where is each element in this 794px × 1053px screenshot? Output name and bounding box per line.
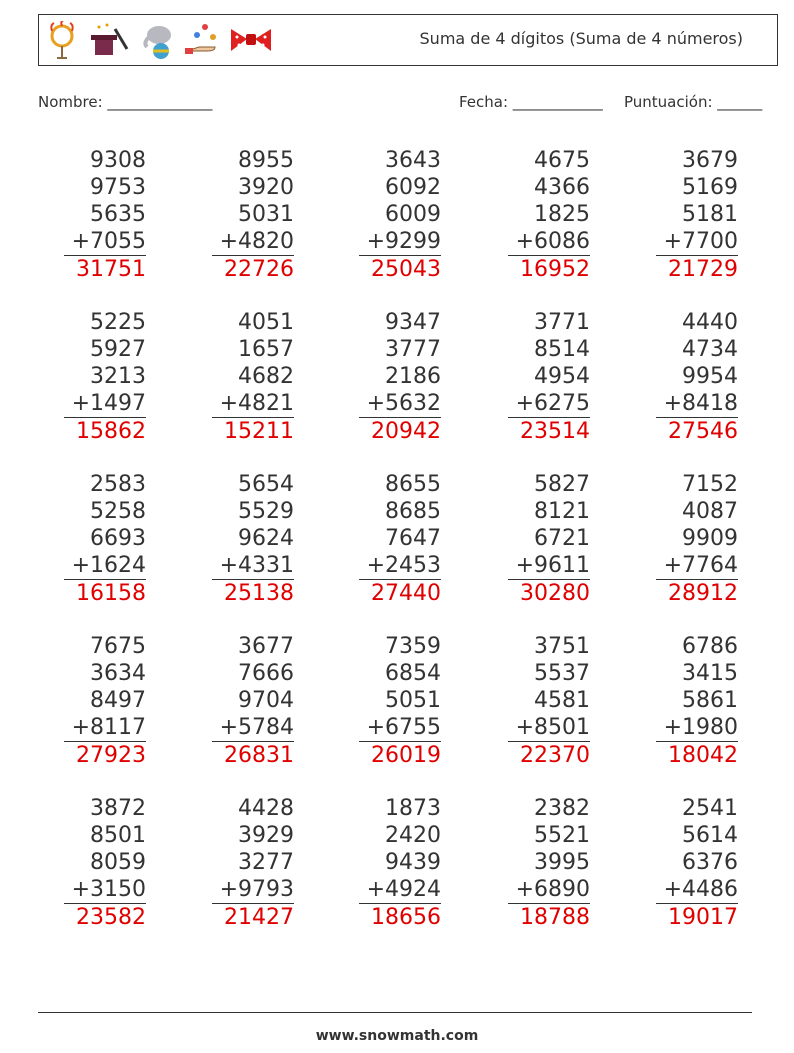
addition-problem xyxy=(480,471,590,607)
addition-problem xyxy=(36,471,146,607)
addition-problem xyxy=(184,471,294,607)
worksheet-title: Suma de 4 dígitos (Suma de 4 números) xyxy=(419,29,743,48)
addition-problem xyxy=(480,147,590,283)
addend: 3277 xyxy=(238,850,294,875)
date-field[interactable]: Fecha: ____________ xyxy=(459,93,603,111)
addend: 5614 xyxy=(682,823,738,848)
addend: 6693 xyxy=(90,526,146,551)
addition-problem xyxy=(36,633,146,769)
addend: 6376 xyxy=(682,850,738,875)
last-addend: +7700 xyxy=(656,228,738,256)
addend: 9753 xyxy=(90,175,146,200)
addend: 3995 xyxy=(534,850,590,875)
addend: 1657 xyxy=(238,337,294,362)
name-field[interactable]: Nombre: ______________ xyxy=(38,93,213,111)
addend: 4734 xyxy=(682,337,738,362)
addend: 3677 xyxy=(238,634,294,659)
sum-answer: 27923 xyxy=(76,743,146,768)
addend: 5169 xyxy=(682,175,738,200)
addend: 8655 xyxy=(385,472,441,497)
addend: 6854 xyxy=(385,661,441,686)
addend: 4366 xyxy=(534,175,590,200)
sum-answer: 20942 xyxy=(371,419,441,444)
addend: 3872 xyxy=(90,796,146,821)
footer-url: www.snowmath.com xyxy=(315,1028,479,1044)
sum-answer: 27546 xyxy=(668,419,738,444)
addend: 7675 xyxy=(90,634,146,659)
last-addend: +4821 xyxy=(212,390,294,418)
addend: 8514 xyxy=(534,337,590,362)
addend: 3213 xyxy=(90,364,146,389)
magic-hat-icon xyxy=(89,21,131,61)
addend: 9308 xyxy=(90,148,146,173)
addend: 3777 xyxy=(385,337,441,362)
addend: 6009 xyxy=(385,202,441,227)
addend: 6786 xyxy=(682,634,738,659)
addend: 7666 xyxy=(238,661,294,686)
sum-answer: 21729 xyxy=(668,257,738,282)
addend: 5635 xyxy=(90,202,146,227)
addend: 4428 xyxy=(238,796,294,821)
sum-answer: 23582 xyxy=(76,905,146,930)
last-addend: +6275 xyxy=(508,390,590,418)
addend: 5654 xyxy=(238,472,294,497)
last-addend: +4820 xyxy=(212,228,294,256)
sum-answer: 22370 xyxy=(520,743,590,768)
addend: 2541 xyxy=(682,796,738,821)
addend: 3920 xyxy=(238,175,294,200)
addition-problem xyxy=(36,147,146,283)
addition-problem xyxy=(628,795,738,931)
sum-answer: 26831 xyxy=(224,743,294,768)
addition-problem xyxy=(480,795,590,931)
addend: 4051 xyxy=(238,310,294,335)
last-addend: +9299 xyxy=(359,228,441,256)
addend: 5521 xyxy=(534,823,590,848)
addend: 5031 xyxy=(238,202,294,227)
sum-answer: 21427 xyxy=(224,905,294,930)
addition-problem xyxy=(36,309,146,445)
addend: 4675 xyxy=(534,148,590,173)
sum-answer: 16158 xyxy=(76,581,146,606)
addend: 3751 xyxy=(534,634,590,659)
worksheet-header xyxy=(38,14,778,66)
addition-problem xyxy=(628,147,738,283)
addend: 3771 xyxy=(534,310,590,335)
sum-answer: 31751 xyxy=(76,257,146,282)
addend: 1873 xyxy=(385,796,441,821)
last-addend: +1980 xyxy=(656,714,738,742)
sum-answer: 27440 xyxy=(371,581,441,606)
sum-answer: 18656 xyxy=(371,905,441,930)
addition-problem xyxy=(184,795,294,931)
addend: 1825 xyxy=(534,202,590,227)
last-addend: +8418 xyxy=(656,390,738,418)
addend: 9439 xyxy=(385,850,441,875)
addend: 6721 xyxy=(534,526,590,551)
circus-elephant-icon xyxy=(139,21,179,61)
addend: 5861 xyxy=(682,688,738,713)
last-addend: +8117 xyxy=(64,714,146,742)
addend: 3679 xyxy=(682,148,738,173)
addend: 5927 xyxy=(90,337,146,362)
addend: 9909 xyxy=(682,526,738,551)
last-addend: +7764 xyxy=(656,552,738,580)
addend: 2583 xyxy=(90,472,146,497)
addend: 5181 xyxy=(682,202,738,227)
last-addend: +9611 xyxy=(508,552,590,580)
addition-problem xyxy=(480,633,590,769)
footer-divider xyxy=(38,1012,752,1013)
last-addend: +7055 xyxy=(64,228,146,256)
addend: 3634 xyxy=(90,661,146,686)
addend: 3643 xyxy=(385,148,441,173)
last-addend: +5632 xyxy=(359,390,441,418)
addend: 4954 xyxy=(534,364,590,389)
addend: 4087 xyxy=(682,499,738,524)
addend: 8501 xyxy=(90,823,146,848)
sum-answer: 15211 xyxy=(224,419,294,444)
addend: 9704 xyxy=(238,688,294,713)
addition-problem xyxy=(184,309,294,445)
last-addend: +3150 xyxy=(64,876,146,904)
score-field[interactable]: Puntuación: ______ xyxy=(624,93,763,111)
sum-answer: 23514 xyxy=(520,419,590,444)
addend: 5225 xyxy=(90,310,146,335)
addend: 5827 xyxy=(534,472,590,497)
juggling-hand-icon xyxy=(185,21,221,61)
addition-problem xyxy=(628,309,738,445)
addend: 8685 xyxy=(385,499,441,524)
last-addend: +9793 xyxy=(212,876,294,904)
addend: 2420 xyxy=(385,823,441,848)
addend: 5529 xyxy=(238,499,294,524)
last-addend: +4924 xyxy=(359,876,441,904)
last-addend: +6086 xyxy=(508,228,590,256)
addend: 9954 xyxy=(682,364,738,389)
addend: 3415 xyxy=(682,661,738,686)
addend: 6092 xyxy=(385,175,441,200)
sum-answer: 19017 xyxy=(668,905,738,930)
addend: 8059 xyxy=(90,850,146,875)
addition-problem xyxy=(628,633,738,769)
sum-answer: 22726 xyxy=(224,257,294,282)
sum-answer: 28912 xyxy=(668,581,738,606)
addend: 7359 xyxy=(385,634,441,659)
last-addend: +2453 xyxy=(359,552,441,580)
last-addend: +4331 xyxy=(212,552,294,580)
last-addend: +5784 xyxy=(212,714,294,742)
addend: 4682 xyxy=(238,364,294,389)
last-addend: +1624 xyxy=(64,552,146,580)
sum-answer: 18042 xyxy=(668,743,738,768)
addition-problem xyxy=(331,147,441,283)
addend: 8955 xyxy=(238,148,294,173)
addition-problem xyxy=(480,309,590,445)
addend: 9624 xyxy=(238,526,294,551)
addend: 5051 xyxy=(385,688,441,713)
sum-answer: 16952 xyxy=(520,257,590,282)
addition-problem xyxy=(628,471,738,607)
sum-answer: 15862 xyxy=(76,419,146,444)
addend: 2186 xyxy=(385,364,441,389)
addition-problem xyxy=(331,795,441,931)
addend: 5258 xyxy=(90,499,146,524)
addend: 4440 xyxy=(682,310,738,335)
addend: 4581 xyxy=(534,688,590,713)
addition-problem xyxy=(331,309,441,445)
last-addend: +6890 xyxy=(508,876,590,904)
addition-problem xyxy=(331,471,441,607)
addend: 8497 xyxy=(90,688,146,713)
addend: 3929 xyxy=(238,823,294,848)
addend: 8121 xyxy=(534,499,590,524)
addend: 9347 xyxy=(385,310,441,335)
last-addend: +6755 xyxy=(359,714,441,742)
sum-answer: 18788 xyxy=(520,905,590,930)
sum-answer: 30280 xyxy=(520,581,590,606)
sum-answer: 26019 xyxy=(371,743,441,768)
last-addend: +8501 xyxy=(508,714,590,742)
addend: 7152 xyxy=(682,472,738,497)
bow-tie-icon xyxy=(229,21,273,61)
sum-answer: 25138 xyxy=(224,581,294,606)
last-addend: +1497 xyxy=(64,390,146,418)
addend: 5537 xyxy=(534,661,590,686)
addition-problem xyxy=(331,633,441,769)
sum-answer: 25043 xyxy=(371,257,441,282)
last-addend: +4486 xyxy=(656,876,738,904)
addition-problem xyxy=(184,147,294,283)
addend: 2382 xyxy=(534,796,590,821)
addend: 7647 xyxy=(385,526,441,551)
addition-problem xyxy=(184,633,294,769)
fire-ring-icon xyxy=(47,21,77,61)
addition-problem xyxy=(36,795,146,931)
